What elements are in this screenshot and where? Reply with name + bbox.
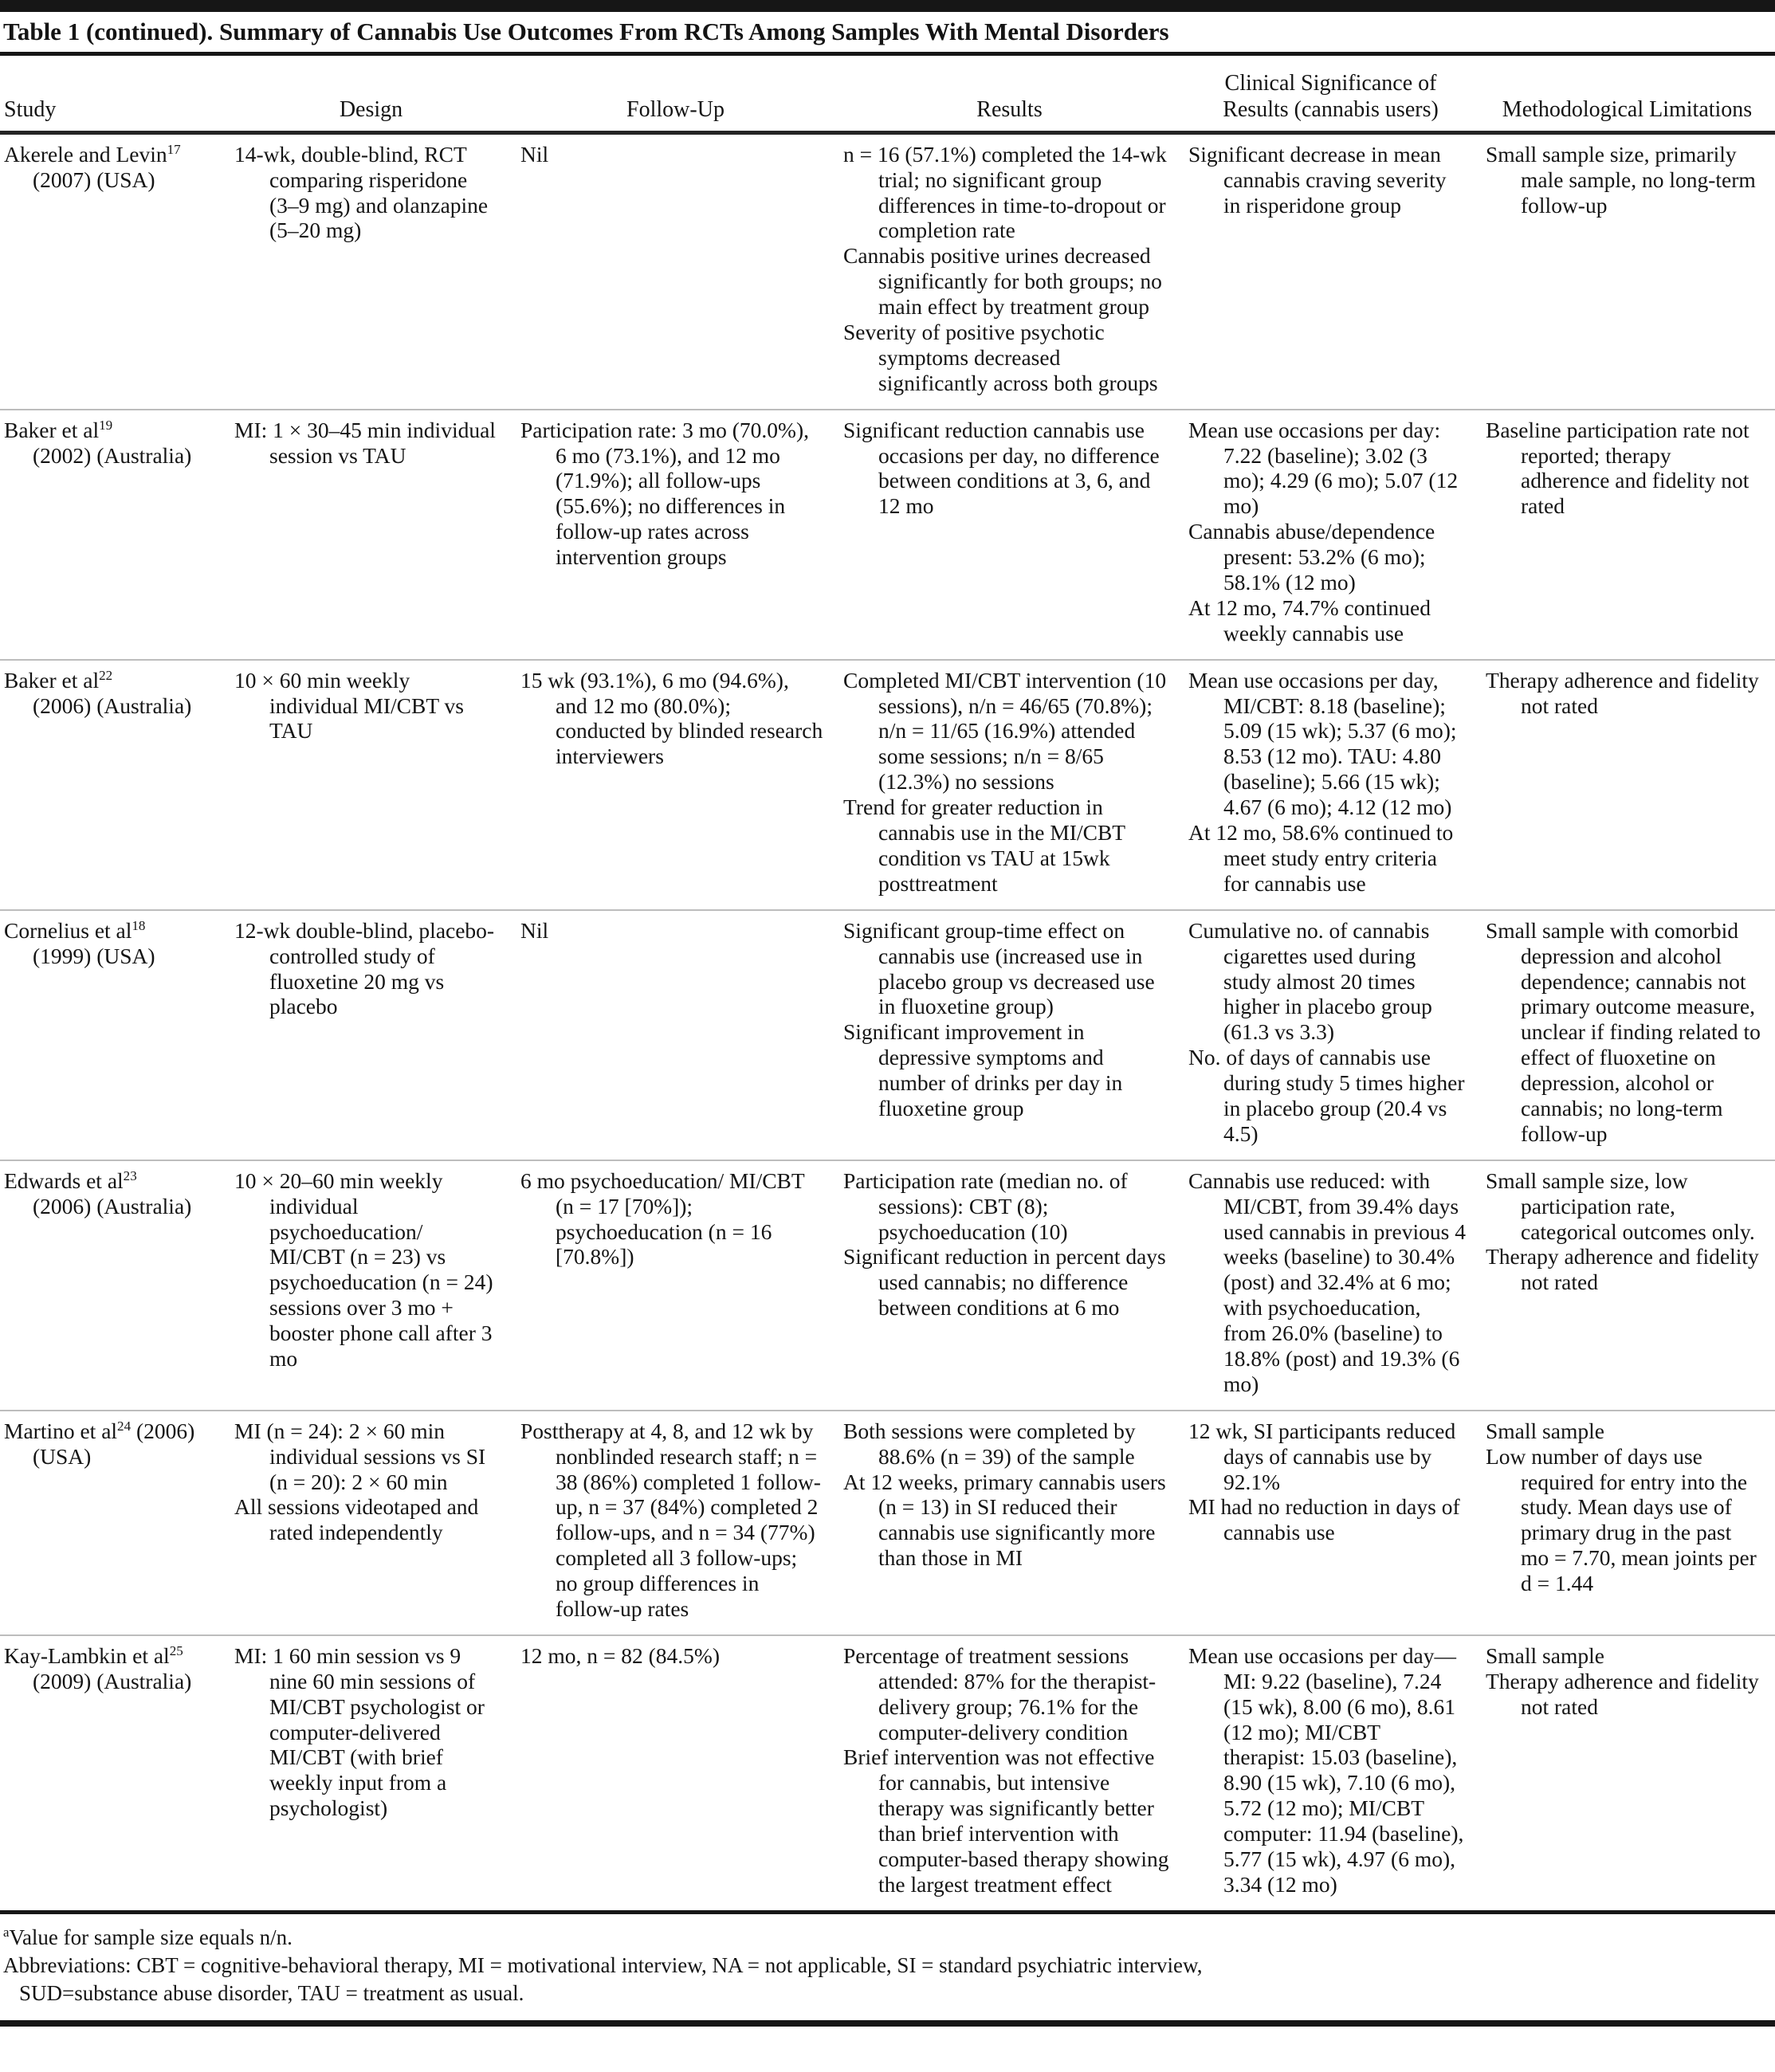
results-paragraph: n = 16 (57.1%) completed the 14-wk trial; no significant group differences in time-to-dropout or completion rate: [843, 141, 1167, 243]
clinical-header-line1: Clinical Significance of: [1224, 70, 1437, 96]
followup-paragraph: Nil: [520, 917, 549, 943]
results-paragraph: Significant group-time effect on cannabis use (increased use in placebo group vs decreased use in fluoxetine group): [843, 917, 1155, 1019]
limitations-paragraph: Therapy adherence and fidelity not rated: [1486, 1668, 1759, 1719]
study-cell: [0, 1635, 228, 1910]
table-row: [0, 1635, 1775, 1910]
table-row: [0, 132, 1775, 409]
results-cell: [837, 132, 1182, 409]
results-paragraph: Brief intervention was not effective for cannabis, but intensive therapy was significantly better than brief intervention with computer-based therapy showing the largest treatment effect: [843, 1744, 1169, 1897]
study-location: (2007) (USA): [33, 167, 155, 192]
followup-paragraph: 12 mo, n = 82 (84.5%): [520, 1642, 720, 1668]
significance-paragraph: MI had no reduction in days of cannabis use: [1188, 1494, 1460, 1545]
limitations-paragraph: Small sample: [1486, 1642, 1604, 1668]
significance-cell: [1182, 1635, 1479, 1910]
study-location: (2006) (Australia): [33, 693, 192, 718]
study-location: (1999) (USA): [33, 943, 155, 968]
column-header-study: Study: [4, 96, 57, 122]
design-paragraph: MI (n = 24): 2 × 60 min individual sessions vs SI (n = 20): 2 × 60 min: [234, 1418, 486, 1494]
significance-paragraph: No. of days of cannabis use during study 5 times higher in placebo group (20.4 vs 4.5): [1188, 1045, 1465, 1146]
results-paragraph: Completed MI/CBT intervention (10 sessions), n/n = 46/65 (70.8%); n/n = 11/65 (16.9%) attended some sessions; n/n = 8/65 (12.3%) no sessions: [843, 667, 1167, 795]
study-location: (2009) (Australia): [33, 1668, 192, 1693]
limitations-cell: [1479, 1411, 1775, 1635]
followup-cell: [514, 1635, 837, 1910]
study-cell: [0, 1411, 228, 1635]
table-body: [0, 132, 1775, 1910]
column-header-limitations: Methodological Limitations: [1502, 96, 1753, 122]
column-header-clinical-significance: [1182, 56, 1479, 133]
study-name: Cornelius et $al^{18}$: [4, 917, 146, 943]
limitations-paragraph: Low number of days use required for entry into the study. Mean days use of primary drug in the past mo = 7.70, mean joints per d = 1.44: [1486, 1443, 1757, 1596]
citation-ref: 25: [169, 1642, 183, 1658]
footnotes: [0, 1910, 1775, 2027]
results-cell: [837, 1160, 1182, 1411]
design-paragraph: 14-wk, double-blind, RCT comparing risperidone (3–9 mg) and olanzapine (5–20 mg): [234, 141, 489, 243]
results-paragraph: Significant reduction in percent days used cannabis; no difference between conditions at 6 mo: [843, 1244, 1166, 1321]
limitations-paragraph: Small sample size, low participation rate, categorical outcomes only.: [1486, 1167, 1755, 1244]
study-cell: [0, 410, 228, 660]
results-cell: [837, 1411, 1182, 1635]
limitations-paragraph: Therapy adherence and fidelity not rated: [1486, 667, 1759, 718]
design-cell: [228, 1411, 514, 1635]
column-header-results: Results: [976, 96, 1043, 122]
limitations-paragraph: Small sample size, primarily male sample, no long-term follow-up: [1486, 141, 1756, 218]
design-paragraph: 12-wk double-blind, placebo-controlled study of fluoxetine 20 mg vs placebo: [234, 917, 495, 1019]
followup-cell: [514, 410, 837, 660]
study-name: Akerele and Levin$^{17}$: [4, 141, 181, 167]
followup-paragraph: Nil: [520, 141, 549, 167]
followup-cell: [514, 132, 837, 409]
results-paragraph: Both sessions were completed by 88.6% (n = 39) of the sample: [843, 1418, 1136, 1469]
results-paragraph: Trend for greater reduction in cannabis use in the MI/CBT condition vs TAU at 15wk posttreatment: [843, 795, 1125, 896]
design-cell: [228, 1160, 514, 1411]
results-paragraph: At 12 weeks, primary cannabis users (n = 13) in SI reduced their cannabis use significantly more than those in MI: [843, 1469, 1166, 1571]
study-name: Baker et $al^{22}$: [4, 667, 113, 693]
significance-paragraph: At 12 mo, 58.6% continued to meet study entry criteria for cannabis use: [1188, 820, 1454, 896]
results-paragraph: Significant improvement in depressive symptoms and number of drinks per day in fluoxetine group: [843, 1019, 1123, 1120]
study-location: (2002) (Australia): [33, 442, 192, 468]
study-name: Martino et $al^{24}$ (2006): [4, 1418, 195, 1443]
limitations-cell: [1479, 660, 1775, 910]
study-location: (USA): [33, 1443, 92, 1469]
column-header-followup: Follow-Up: [626, 96, 725, 122]
followup-cell: [514, 1411, 837, 1635]
design-paragraph: All sessions videotaped and rated independently: [234, 1494, 479, 1545]
citation-ref: 17: [167, 141, 181, 157]
study-cell: [0, 132, 228, 409]
citation-ref: 22: [99, 667, 113, 683]
significance-paragraph: 12 wk, SI participants reduced days of cannabis use by 92.1%: [1188, 1418, 1456, 1494]
design-cell: [228, 132, 514, 409]
results-paragraph: Significant reduction cannabis use occasions per day, no difference between conditions at 3, 6, and 12 mo: [843, 417, 1160, 519]
significance-paragraph: Mean use occasions per day, MI/CBT: 8.18 (baseline); 5.09 (15 wk); 5.37 (6 mo); 8.53 (12 mo). TAU: 4.80 (baseline); 5.66 (15 wk); 4.67 (6 mo); 4.12 (12 mo): [1188, 667, 1457, 820]
followup-paragraph: Participation rate: 3 mo (70.0%), 6 mo (73.1%), and 12 mo (71.9%); all follow-ups (55.6%); no differences in follow-up rates across intervention groups: [520, 417, 809, 570]
limitations-paragraph: Therapy adherence and fidelity not rated: [1486, 1244, 1759, 1295]
followup-paragraph: Posttherapy at 4, 8, and 12 wk by nonblinded research staff; n = 38 (86%) completed 1 follow-up, n = 37 (84%) completed 2 follow-ups, and n = 34 (77%) completed all 3 follow-ups; no group differences in follow-up rates: [520, 1418, 821, 1621]
top-rule: [0, 0, 1775, 12]
table-title: Table 1 (continued). Summary of Cannabis Use Outcomes From RCTs Among Samples With Mental Disorders: [3, 18, 1169, 45]
followup-cell: [514, 910, 837, 1160]
citation-ref: 19: [99, 417, 113, 433]
limitations-paragraph: Small sample with comorbid depression and alcohol dependence; cannabis not primary outcome measure, unclear if finding related to effect of fluoxetine on depression, alcohol or cannabis; no long-term follow-up: [1486, 917, 1761, 1146]
results-cell: [837, 410, 1182, 660]
results-cell: [837, 910, 1182, 1160]
column-header-design: Design: [339, 96, 403, 122]
table-row: [0, 410, 1775, 660]
results-paragraph: Percentage of treatment sessions attended: 87% for the therapist-delivery group; 76.1% for the computer-delivery condition: [843, 1642, 1156, 1744]
limitations-paragraph: Small sample: [1486, 1418, 1604, 1443]
results-paragraph: Cannabis positive urines decreased significantly for both groups; no main effect by treatment group: [843, 243, 1162, 320]
design-paragraph: MI: 1 × 30–45 min individual session vs TAU: [234, 417, 496, 468]
results-paragraph: Participation rate (median no. of sessions): CBT (8); psychoeducation (10): [843, 1167, 1128, 1244]
citation-ref: 18: [132, 917, 146, 933]
study-cell: [0, 1160, 228, 1411]
significance-paragraph: Cannabis abuse/dependence present: 53.2% (6 mo); 58.1% (12 mo): [1188, 519, 1435, 595]
footnote-marker: a: [3, 1924, 10, 1940]
significance-cell: [1182, 1160, 1479, 1411]
significance-cell: [1182, 660, 1479, 910]
design-cell: [228, 410, 514, 660]
table-row: [0, 1160, 1775, 1411]
summary-table: [0, 56, 1775, 1910]
title-bar: [0, 12, 1775, 56]
limitations-cell: [1479, 910, 1775, 1160]
footnote-sample-size: [3, 1924, 1770, 1952]
footnote-text: Value for sample size equals n/n.: [9, 1925, 293, 1949]
limitations-cell: [1479, 1635, 1775, 1910]
design-paragraph: 10 × 20–60 min weekly individual psychoeducation/ MI/CBT (n = 23) vs psychoeducation (n = 24) sessions over 3 mo + booster phone call after 3 mo: [234, 1167, 493, 1371]
significance-paragraph: Cannabis use reduced: with MI/CBT, from 39.4% days used cannabis in previous 4 weeks (baseline) to 30.4% (post) and 32.4% at 6 mo; with psychoeducation, from 26.0% (baseline) to 18.8% (post) and 19.3% (6 mo): [1188, 1167, 1466, 1396]
significance-paragraph: At 12 mo, 74.7% continued weekly cannabis use: [1188, 595, 1431, 646]
table-header: [0, 56, 1775, 133]
design-cell: [228, 1635, 514, 1910]
significance-paragraph: Mean use occasions per day: 7.22 (baseline); 3.02 (3 mo); 4.29 (6 mo); 5.07 (12 mo): [1188, 417, 1459, 519]
study-name: Edwards et $al^{23}$: [4, 1167, 137, 1193]
design-paragraph: 10 × 60 min weekly individual MI/CBT vs TAU: [234, 667, 464, 744]
significance-cell: [1182, 132, 1479, 409]
design-cell: [228, 660, 514, 910]
results-cell: [837, 660, 1182, 910]
significance-cell: [1182, 410, 1479, 660]
significance-cell: [1182, 1411, 1479, 1635]
design-cell: [228, 910, 514, 1160]
significance-paragraph: Cumulative no. of cannabis cigarettes used during study almost 20 times higher in placebo group (61.3 vs 3.3): [1188, 917, 1432, 1045]
significance-cell: [1182, 910, 1479, 1160]
followup-cell: [514, 1160, 837, 1411]
study-name: Kay-Lambkin et $al^{25}$: [4, 1642, 183, 1668]
table-row: [0, 910, 1775, 1160]
design-paragraph: MI: 1 60 min session vs 9 nine 60 min sessions of MI/CBT psychologist or computer-delivered MI/CBT (with brief weekly input from a psychologist): [234, 1642, 485, 1821]
footnote-abbreviations-line2: SUD=substance abuse disorder, TAU = treatment as usual.: [19, 1980, 524, 2005]
results-paragraph: Severity of positive psychotic symptoms decreased significantly across both groups: [843, 320, 1158, 395]
followup-cell: [514, 660, 837, 910]
citation-ref: 23: [123, 1167, 137, 1183]
study-name: Baker et $al^{19}$: [4, 417, 113, 442]
significance-paragraph: Mean use occasions per day—MI: 9.22 (baseline), 7.24 (15 wk), 8.00 (6 mo), 8.61 (12 mo); MI/CBT therapist: 15.03 (baseline), 8.90 (15 wk), 7.10 (6 mo), 5.72 (12 mo); MI/CBT computer: 11.94 (baseline), 5.77 (15 wk), 4.97 (6 mo), 3.34 (12 mo): [1188, 1642, 1464, 1897]
results-cell: [837, 1635, 1182, 1910]
table-row: [0, 1411, 1775, 1635]
followup-paragraph: 15 wk (93.1%), 6 mo (94.6%), and 12 mo (80.0%); conducted by blinded research interviewers: [520, 667, 823, 769]
study-location: (2006) (Australia): [33, 1193, 192, 1218]
limitations-cell: [1479, 132, 1775, 409]
study-cell: [0, 910, 228, 1160]
limitations-paragraph: Baseline participation rate not reported; therapy adherence and fidelity not rated: [1486, 417, 1749, 519]
significance-paragraph: Significant decrease in mean cannabis craving severity in risperidone group: [1188, 141, 1447, 218]
footnote-abbreviations-line1: Abbreviations: CBT = cognitive-behavioral therapy, MI = motivational interview, NA = not applicable, SI = standard psychiatric interview,: [3, 1952, 1203, 1977]
table-row: [0, 660, 1775, 910]
citation-ref: 24: [117, 1418, 132, 1434]
study-cell: [0, 660, 228, 910]
followup-paragraph: 6 mo psychoeducation/ MI/CBT (n = 17 [70%]); psychoeducation (n = 16 [70.8%]): [520, 1167, 805, 1269]
clinical-header-line2: Results (cannabis users): [1223, 96, 1439, 122]
limitations-cell: [1479, 410, 1775, 660]
limitations-cell: [1479, 1160, 1775, 1411]
